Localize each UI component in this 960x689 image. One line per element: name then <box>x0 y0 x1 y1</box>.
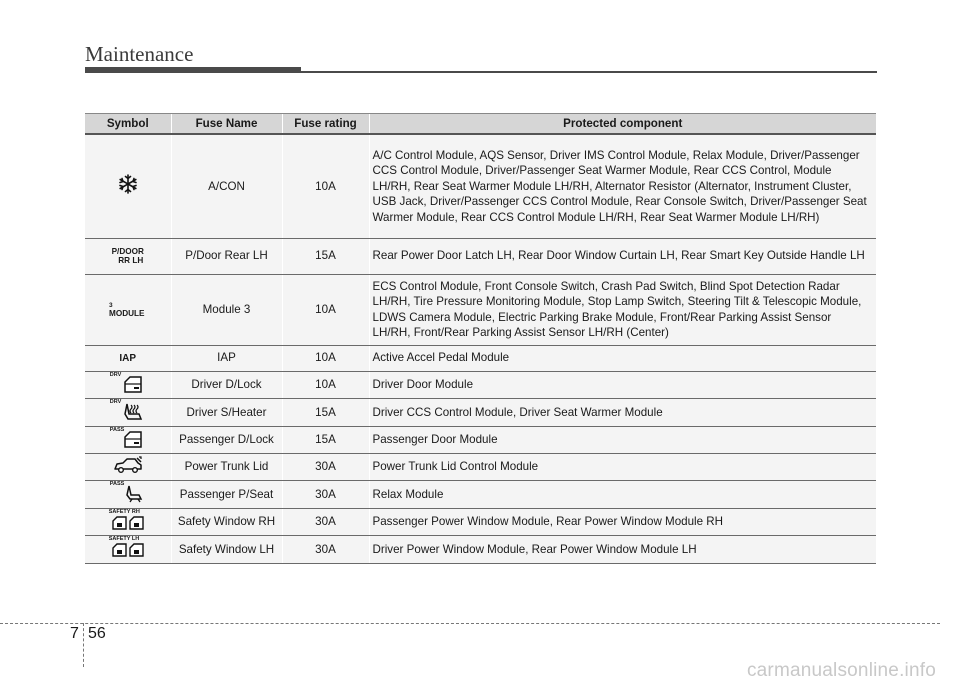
table-row <box>85 508 876 536</box>
symbol-label-p-door <box>85 247 171 265</box>
fuse-table <box>85 113 876 564</box>
fuse-rating-cell: 10A <box>282 134 369 238</box>
table-header-row <box>85 114 876 135</box>
icon-qualifier: PASS <box>109 426 125 433</box>
trunk-lid-icon <box>113 456 143 474</box>
protected-component-cell: Active Accel Pedal Module <box>369 345 876 371</box>
symbol-cell <box>85 134 171 238</box>
header-rule-thin <box>301 71 877 73</box>
fuse-name-cell: Driver S/Heater <box>171 399 282 427</box>
watermark: carmanualsonline.info <box>746 660 936 681</box>
symbol-label-line1: 3 <box>109 301 113 309</box>
protected-component-cell: ECS Control Module, Front Console Switch, Crash Pad Switch, Blind Spot Detection Radar LH/RH, Tire Pressure Monitoring Module, Stop Lamp Switch, Steering Tilt & Telescopic Module, LDWS Camera Module, Electric Parking Brake Module, Front/Rear Parking Assist Sensor LH/RH, Front/Rear Parking Assist Sensor LH/RH (Center) <box>369 274 876 345</box>
symbol-cell <box>85 274 171 345</box>
protected-component-cell: Driver Door Module <box>369 371 876 399</box>
table-row <box>85 134 876 238</box>
fuse-name-cell: Passenger P/Seat <box>171 481 282 509</box>
fuse-name-cell: Passenger D/Lock <box>171 426 282 454</box>
table-row <box>85 481 876 509</box>
icon-qualifier: SAFETY LH <box>108 536 140 542</box>
symbol-cell <box>85 481 171 509</box>
safety-window-icon <box>109 509 147 531</box>
protected-component-cell: Power Trunk Lid Control Module <box>369 454 876 481</box>
table-row <box>85 399 876 427</box>
page-number: 56 <box>88 625 106 642</box>
icon-qualifier: DRV <box>109 399 122 405</box>
symbol-label-line2: RR LH <box>118 256 144 265</box>
footer-rule <box>0 623 940 624</box>
icon-qualifier: PASS <box>109 481 125 487</box>
symbol-cell <box>85 454 171 481</box>
fuse-name-cell: P/Door Rear LH <box>171 238 282 274</box>
column-header-protected-component: Protected component <box>369 114 876 135</box>
protected-component-cell: A/C Control Module, AQS Sensor, Driver IMS Control Module, Relax Module, Driver/Passenger CCS Control Module, Driver/Passenger Seat Warmer Module, Rear CCS Control, Module LH/RH, Rear Seat Warmer Module LH/RH, Alternator Resistor (Alternator, Instrument Cluster, USB Jack, Driver/Passenger CCS Control Module, Rear Console Switch, Driver/Passenger Seat Warmer Module, Rear CCS Control Module LH/RH, Rear Seat Warmer Module LH/RH) <box>369 134 876 238</box>
fuse-rating-cell: 15A <box>282 238 369 274</box>
fuse-rating-cell: 15A <box>282 426 369 454</box>
fuse-name-cell: A/CON <box>171 134 282 238</box>
power-seat-icon <box>110 481 146 503</box>
table-row <box>85 371 876 399</box>
protected-component-cell: Driver CCS Control Module, Driver Seat Warmer Module <box>369 399 876 427</box>
safety-window-icon <box>109 536 147 558</box>
fuse-rating-cell: 10A <box>282 371 369 399</box>
fuse-rating-cell: 30A <box>282 454 369 481</box>
table-row <box>85 238 876 274</box>
column-header-fuse-name: Fuse Name <box>171 114 282 135</box>
protected-component-cell: Passenger Door Module <box>369 426 876 454</box>
fuse-name-cell: Safety Window LH <box>171 536 282 564</box>
footer-divider <box>83 623 84 667</box>
column-header-symbol: Symbol <box>85 114 171 135</box>
fuse-name-cell: IAP <box>171 345 282 371</box>
symbol-label-line2: MODULE <box>109 308 145 318</box>
ac-snowflake-icon <box>117 173 139 195</box>
table-row <box>85 345 876 371</box>
table-row <box>85 426 876 454</box>
protected-component-cell: Driver Power Window Module, Rear Power Window Module LH <box>369 536 876 564</box>
fuse-name-cell: Module 3 <box>171 274 282 345</box>
icon-qualifier: SAFETY RH <box>108 508 140 515</box>
section-title: Maintenance <box>85 42 194 66</box>
fuse-rating-cell: 10A <box>282 274 369 345</box>
fuse-rating-cell: 10A <box>282 345 369 371</box>
header-rule-thick <box>85 67 301 73</box>
table-row <box>85 454 876 481</box>
symbol-cell <box>85 508 171 536</box>
fuse-rating-cell: 30A <box>282 481 369 509</box>
symbol-cell <box>85 536 171 564</box>
fuse-name-cell: Safety Window RH <box>171 508 282 536</box>
fuse-rating-cell: 30A <box>282 536 369 564</box>
fuse-rating-cell: 15A <box>282 399 369 427</box>
table-row <box>85 274 876 345</box>
fuse-rating-cell: 30A <box>282 508 369 536</box>
symbol-cell <box>85 426 171 454</box>
icon-qualifier: DRV <box>109 371 122 378</box>
protected-component-cell: Relax Module <box>369 481 876 509</box>
door-lock-icon <box>110 372 146 394</box>
symbol-cell <box>85 399 171 427</box>
symbol-cell <box>85 371 171 399</box>
symbol-label-line1: P/DOOR <box>111 247 144 256</box>
chapter-number: 7 <box>70 625 79 642</box>
symbol-label-module <box>109 302 171 318</box>
column-header-fuse-rating: Fuse rating <box>282 114 369 135</box>
symbol-cell <box>85 345 171 371</box>
protected-component-cell: Passenger Power Window Module, Rear Power Window Module RH <box>369 508 876 536</box>
table-row <box>85 536 876 564</box>
symbol-label-iap: IAP <box>119 353 137 365</box>
fuse-name-cell: Driver D/Lock <box>171 371 282 399</box>
fuse-name-cell: Power Trunk Lid <box>171 454 282 481</box>
seat-heater-icon <box>110 399 146 421</box>
door-lock-icon <box>110 427 146 449</box>
protected-component-cell: Rear Power Door Latch LH, Rear Door Window Curtain LH, Rear Smart Key Outside Handle LH <box>369 238 876 274</box>
symbol-cell <box>85 238 171 274</box>
